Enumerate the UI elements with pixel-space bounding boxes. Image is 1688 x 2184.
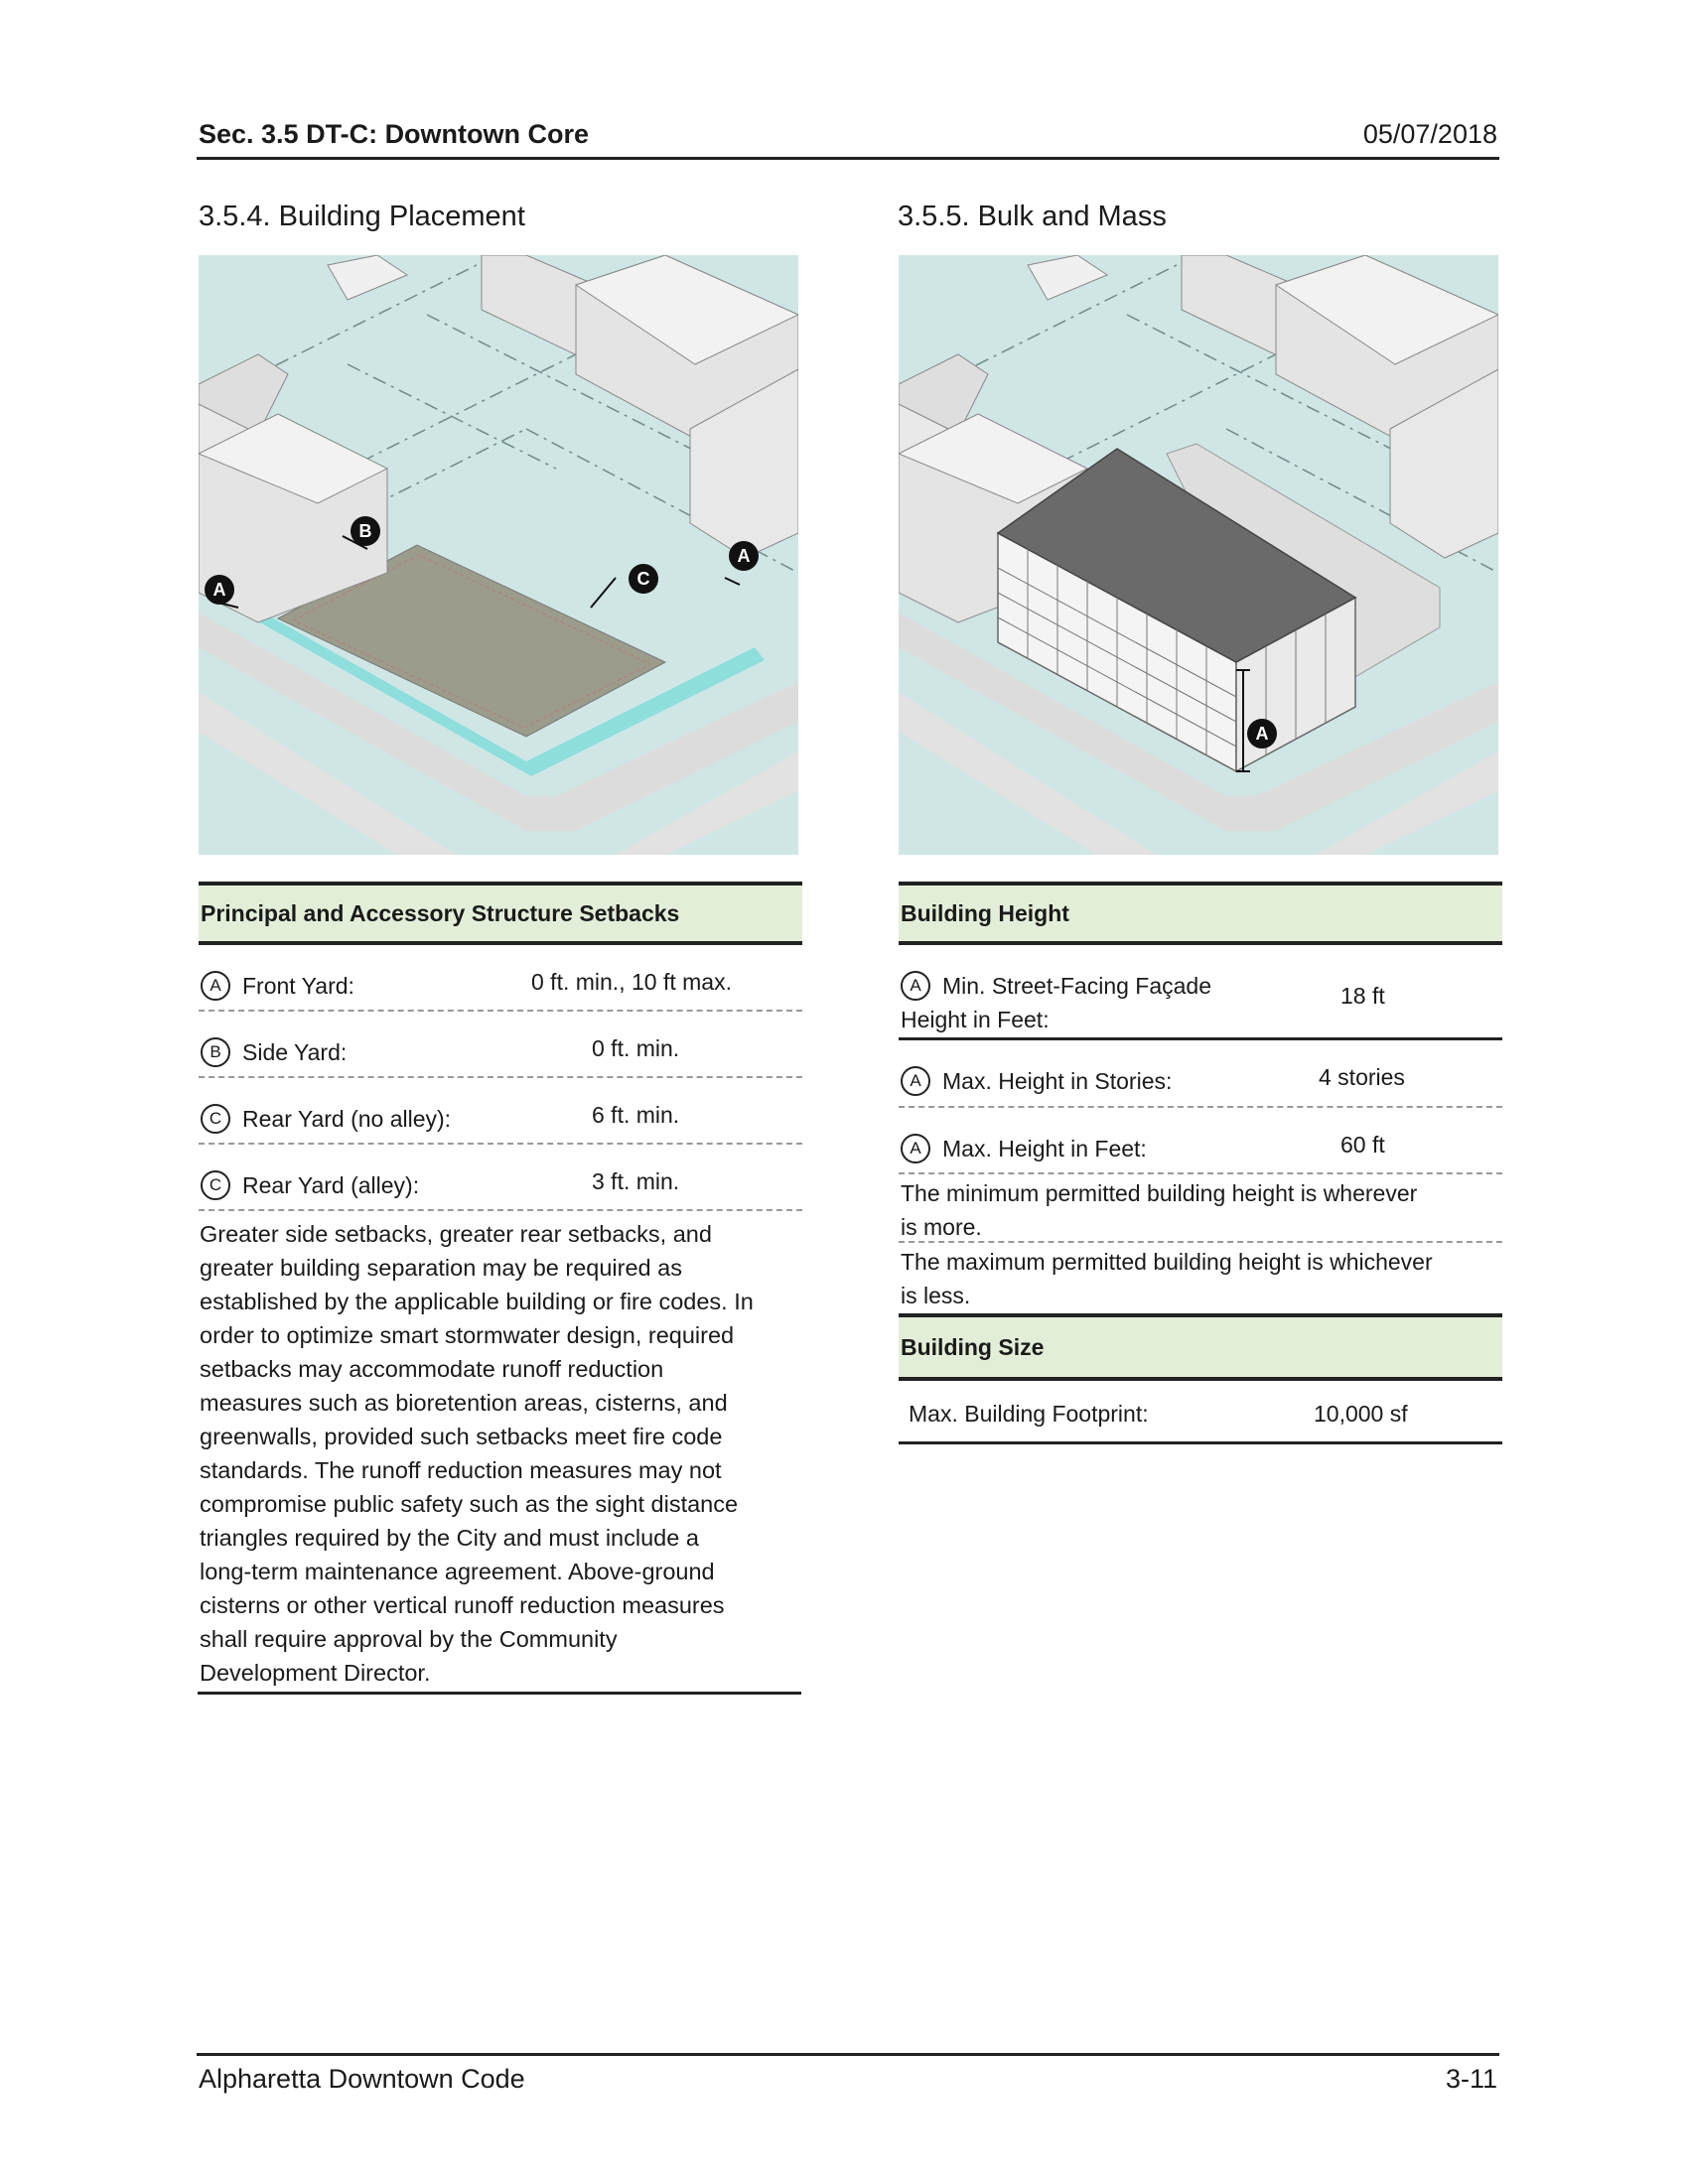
marker-a-icon: A <box>901 1134 930 1163</box>
height-value: 4 stories <box>1319 1064 1405 1090</box>
height-row-min-facade <box>899 945 1502 1040</box>
marker-a-icon: A <box>901 971 930 1001</box>
setback-label: Front Yard: <box>242 973 354 1000</box>
setback-row-side-yard <box>199 1012 802 1078</box>
size-value: 10,000 sf <box>1314 1401 1408 1427</box>
diagram-marker-a-left: A <box>212 580 226 600</box>
page-header <box>197 117 1499 160</box>
page-number: 3-11 <box>1445 2064 1497 2094</box>
diagram-marker-a-height: A <box>1255 724 1269 744</box>
setback-value: 3 ft. min. <box>592 1168 680 1194</box>
setback-value: 0 ft. min., 10 ft max. <box>531 969 732 995</box>
size-label: Max. Building Footprint: <box>909 1401 1149 1427</box>
setback-value: 6 ft. min. <box>592 1102 680 1128</box>
document-date: 05/07/2018 <box>1362 119 1497 149</box>
document-title: Alpharetta Downtown Code <box>199 2064 525 2094</box>
height-label-line2: Height in Feet: <box>901 1007 1050 1032</box>
section-title: Sec. 3.5 DT-C: Downtown Core <box>199 119 590 149</box>
marker-a-icon: A <box>901 1066 930 1096</box>
marker-c-icon: C <box>201 1170 230 1200</box>
bulk-and-mass-diagram <box>899 255 1498 855</box>
height-label: Max. Height in Stories: <box>942 1068 1173 1095</box>
setback-row-rear-alley <box>199 1145 802 1211</box>
setback-label: Rear Yard (no alley): <box>242 1106 452 1133</box>
diagram-marker-b: B <box>358 521 372 541</box>
setbacks-table <box>199 882 802 1211</box>
height-note-maximum: The maximum permitted building height is whichever is less. <box>901 1249 1433 1308</box>
height-row-max-feet <box>899 1108 1502 1174</box>
page-footer <box>197 2053 1499 2094</box>
setback-row-front-yard <box>199 945 802 1012</box>
height-label: Max. Height in Feet: <box>942 1136 1147 1162</box>
height-label: Min. Street-Facing Façade <box>942 973 1212 999</box>
building-size-header: Building Size <box>899 1313 1502 1381</box>
building-height-header: Building Height <box>899 882 1502 945</box>
marker-b-icon: B <box>201 1037 230 1067</box>
diagram-marker-a-right: A <box>737 546 751 566</box>
diagram-marker-c: C <box>636 569 650 589</box>
setback-row-rear-no-alley <box>199 1078 802 1145</box>
setbacks-table-header: Principal and Accessory Structure Setbacks <box>199 882 802 945</box>
height-value: 18 ft <box>1340 983 1385 1009</box>
height-row-max-stories <box>899 1040 1502 1108</box>
building-height-table <box>899 882 1502 1311</box>
setbacks-note-rule <box>198 1692 801 1695</box>
height-note-minimum: The minimum permitted building height is wherever is more. <box>899 1174 1502 1243</box>
setback-label: Side Yard: <box>242 1039 348 1066</box>
marker-c-icon: C <box>201 1104 230 1134</box>
building-placement-diagram <box>199 255 798 855</box>
setback-label: Rear Yard (alley): <box>242 1172 420 1199</box>
setbacks-note: Greater side setbacks, greater rear setbacks, and greater building separation may be required as established by the applicable building or fire codes. In order to optimize smart stormwater design, required setbacks may accommodate runoff reduction measures such as bioretention areas, cisterns, and greenwalls, provided such setbacks meet fire code standards. The runoff reduction measures may not compromise public safety such as the sight distance triangles required by the City and must include a long-term maintenance agreement. Above-ground cisterns or other vertical runoff reduction measures shall require approval by the Community Development Director. <box>200 1221 754 1686</box>
setback-value: 0 ft. min. <box>592 1035 680 1061</box>
size-row-footprint <box>899 1381 1502 1444</box>
bulk-and-mass-heading: 3.5.5. Bulk and Mass <box>898 201 1167 232</box>
height-value: 60 ft <box>1340 1132 1385 1158</box>
building-placement-heading: 3.5.4. Building Placement <box>199 201 525 232</box>
building-size-table <box>899 1313 1502 1444</box>
marker-a-icon: A <box>201 971 230 1001</box>
